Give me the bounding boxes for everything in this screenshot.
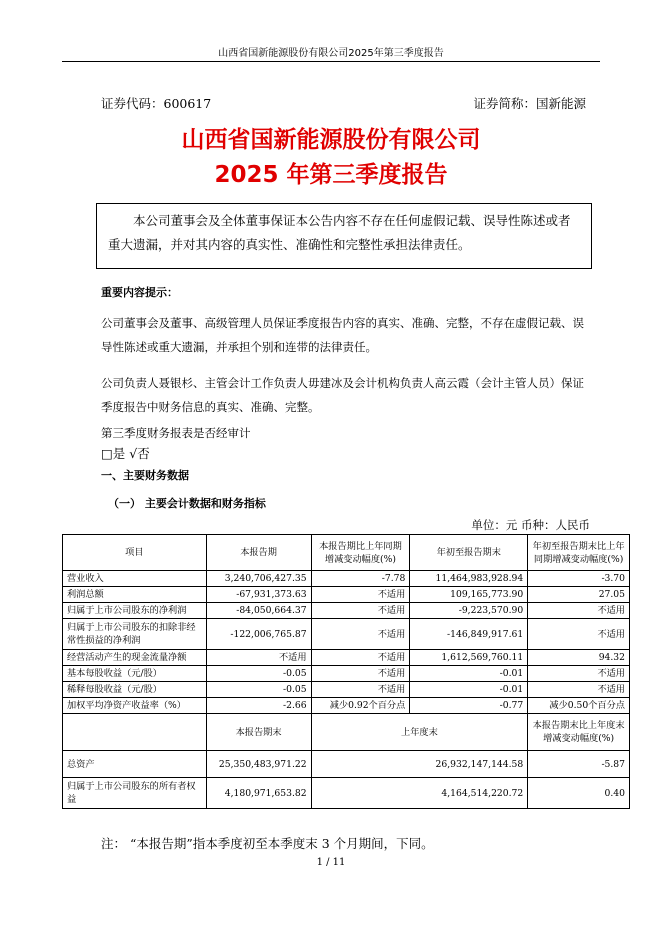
header-cell: 本报告期	[206, 535, 311, 571]
table-cell: 3,240,706,427.35	[206, 571, 311, 587]
unit-currency-label: 单位：元 币种：人民币	[471, 518, 590, 532]
table-cell: -7.78	[311, 571, 410, 587]
table-cell: -0.05	[206, 666, 311, 682]
header-cell: 年初至报告期末	[410, 535, 528, 571]
table-cell: 减少0.50个百分点	[528, 698, 630, 714]
table-cell: 不适用	[528, 603, 630, 619]
table-cell: 4,180,971,653.82	[206, 778, 311, 809]
table-cell: -84,050,664.37	[206, 603, 311, 619]
table-cell: -3.70	[528, 571, 630, 587]
table-cell: -0.77	[410, 698, 528, 714]
header-divider	[62, 61, 600, 62]
table-row	[63, 603, 630, 619]
table-cell: -5.87	[528, 751, 630, 778]
table-row	[63, 666, 630, 682]
table-cell: 不适用	[528, 682, 630, 698]
security-code: 证券代码：600617	[101, 96, 212, 111]
table-cell: 27.05	[528, 587, 630, 603]
table-cell: 不适用	[311, 666, 410, 682]
financial-indicators-table	[62, 534, 630, 809]
table-cell: 1,612,569,760.11	[410, 650, 528, 666]
table-cell: 94.32	[528, 650, 630, 666]
table-cell: -122,006,765.87	[206, 619, 311, 650]
row-label: 经营活动产生的现金流量净额	[63, 650, 207, 666]
subsection-heading-key-indicators: （一） 主要会计数据和财务指标	[108, 497, 266, 510]
empty-cell	[63, 714, 207, 751]
table-row	[63, 619, 630, 650]
table-row	[63, 751, 630, 778]
page-number: 1 / 11	[316, 857, 346, 868]
audit-answer: □是 √否	[101, 446, 150, 461]
header-cell: 项目	[63, 535, 207, 571]
table-cell: 11,464,983,928.94	[410, 571, 528, 587]
security-abbreviation: 证券简称：国新能源	[473, 96, 586, 111]
table-header-row	[63, 535, 630, 571]
table-cell: 不适用	[311, 682, 410, 698]
table-row	[63, 778, 630, 809]
table-row	[63, 650, 630, 666]
table-row	[63, 698, 630, 714]
report-title-period: 2025 年第三季度报告	[214, 162, 448, 188]
table-cell: 不适用	[311, 603, 410, 619]
row-label: 归属于上市公司股东的扣除非经常性损益的净利润	[63, 619, 207, 650]
footnote: 注： “本报告期”指本季度初至本季度末 3 个月期间，下同。	[101, 836, 434, 851]
row-label: 稀释每股收益（元/股）	[63, 682, 207, 698]
header-cell: 上年度末	[311, 714, 528, 751]
table-cell: -0.01	[410, 666, 528, 682]
table-cell: 不适用	[311, 619, 410, 650]
audit-question: 第三季度财务报表是否经审计	[101, 426, 251, 440]
table-cell: -0.01	[410, 682, 528, 698]
table-cell: 不适用	[528, 619, 630, 650]
header-cell: 本报告期比上年同期增减变动幅度(%)	[311, 535, 410, 571]
row-label: 加权平均净资产收益率（%）	[63, 698, 207, 714]
table-cell: 不适用	[311, 650, 410, 666]
row-label: 总资产	[63, 751, 207, 778]
important-para-2: 公司负责人聂银杉、主管会计工作负责人毋建冰及会计机构负责人高云霞（会计主管人员）保证季度报告中财务信息的真实、准确、完整。	[101, 376, 584, 414]
table-cell: 26,932,147,144.58	[311, 751, 528, 778]
table-cell: -2.66	[206, 698, 311, 714]
row-label: 利润总额	[63, 587, 207, 603]
row-label: 基本每股收益（元/股）	[63, 666, 207, 682]
table-cell: 4,164,514,220.72	[311, 778, 528, 809]
board-notice-box: 本公司董事会及全体董事保证本公告内容不存在任何虚假记载、误导性陈述或者重大遗漏，并对其内容的真实性、准确性和完整性承担法律责任。	[96, 203, 592, 269]
report-title-company: 山西省国新能源股份有限公司	[181, 127, 481, 153]
row-label: 归属于上市公司股东的净利润	[63, 603, 207, 619]
table-subheader-row	[63, 714, 630, 751]
section-heading-financial-data: 一、主要财务数据	[101, 469, 189, 482]
table-cell: 不适用	[311, 587, 410, 603]
table-cell: -9,223,570.90	[410, 603, 528, 619]
table-cell: -0.05	[206, 682, 311, 698]
table-cell: 0.40	[528, 778, 630, 809]
header-cell: 本报告期末	[206, 714, 311, 751]
table-row	[63, 587, 630, 603]
row-label: 营业收入	[63, 571, 207, 587]
table-cell: 109,165,773.90	[410, 587, 528, 603]
important-heading: 重要内容提示：	[101, 286, 178, 299]
table-cell: -146,849,917.61	[410, 619, 528, 650]
table-row	[63, 571, 630, 587]
table-cell: 25,350,483,971.22	[206, 751, 311, 778]
important-para-1: 公司董事会及董事、高级管理人员保证季度报告内容的真实、准确、完整，不存在虚假记载、误导性陈述或重大遗漏，并承担个别和连带的法律责任。	[101, 316, 584, 354]
header-cell: 本报告期末比上年度末增减变动幅度(%)	[528, 714, 630, 751]
table-cell: -67,931,373.63	[206, 587, 311, 603]
row-label: 归属于上市公司股东的所有者权益	[63, 778, 207, 809]
table-row	[63, 682, 630, 698]
table-cell: 不适用	[528, 666, 630, 682]
header-cell: 年初至报告期末比上年同期增减变动幅度(%)	[528, 535, 630, 571]
table-cell: 不适用	[206, 650, 311, 666]
running-header: 山西省国新能源股份有限公司2025年第三季度报告	[218, 48, 444, 59]
table-cell: 减少0.92个百分点	[311, 698, 410, 714]
